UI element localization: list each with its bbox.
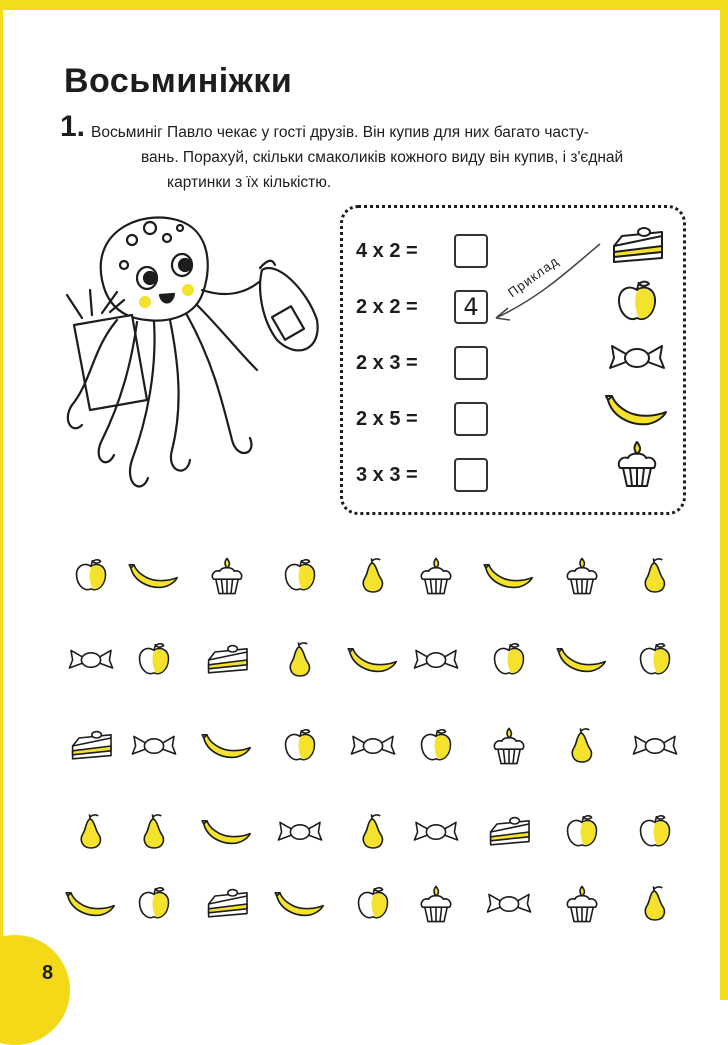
candy-icon xyxy=(408,804,464,860)
answer-box[interactable] xyxy=(454,402,488,436)
pear-icon xyxy=(272,632,328,688)
banana-icon xyxy=(481,548,537,604)
task-number: 1. xyxy=(60,110,86,143)
pear-icon xyxy=(345,548,401,604)
apple-icon xyxy=(272,718,328,774)
banana-icon xyxy=(199,804,255,860)
cupcake-icon xyxy=(481,718,537,774)
cupcake-icon xyxy=(199,548,255,604)
banana-icon xyxy=(554,632,610,688)
page-title: Восьминіжки xyxy=(64,62,293,100)
apple-icon xyxy=(408,718,464,774)
pear-icon xyxy=(627,548,683,604)
candy-icon xyxy=(602,334,672,382)
pear-icon xyxy=(126,804,182,860)
banana-icon xyxy=(602,386,672,434)
cupcake-icon xyxy=(408,876,464,932)
task-line-1: Восьминіг Павло чекає у гості друзів. Він купив для них багато часту- xyxy=(91,124,589,141)
equation-expression: 2 x 2 = xyxy=(356,295,418,318)
apple-icon xyxy=(272,548,328,604)
equation-row xyxy=(356,401,488,437)
candy-icon xyxy=(481,876,537,932)
candy-icon xyxy=(63,632,119,688)
banana-icon xyxy=(272,876,328,932)
apple-icon xyxy=(126,632,182,688)
right-yellow-band xyxy=(720,0,728,1000)
apple-icon xyxy=(345,876,401,932)
equation-expression: 2 x 5 = xyxy=(356,407,418,430)
octopus-illustration xyxy=(62,210,342,530)
candy-icon xyxy=(272,804,328,860)
top-yellow-band xyxy=(0,0,728,10)
pear-icon xyxy=(554,718,610,774)
cupcake-icon xyxy=(602,440,672,488)
pear-icon xyxy=(345,804,401,860)
apple-icon xyxy=(602,278,672,326)
page-number: 8 xyxy=(42,962,54,984)
answer-box[interactable] xyxy=(454,458,488,492)
candy-icon xyxy=(126,718,182,774)
task-instructions xyxy=(91,120,691,195)
pear-icon xyxy=(627,876,683,932)
apple-icon xyxy=(63,548,119,604)
apple-icon xyxy=(554,804,610,860)
left-yellow-band xyxy=(0,0,3,1000)
banana-icon xyxy=(345,632,401,688)
apple-icon xyxy=(126,876,182,932)
answer-box[interactable] xyxy=(454,234,488,268)
equation-expression: 3 x 3 = xyxy=(356,463,418,486)
cake-icon xyxy=(63,718,119,774)
example-label: Приклад xyxy=(505,253,562,301)
cake-icon xyxy=(199,632,255,688)
cake-icon xyxy=(602,222,672,270)
cupcake-icon xyxy=(554,876,610,932)
apple-icon xyxy=(627,632,683,688)
example-arrow xyxy=(488,236,608,326)
banana-icon xyxy=(63,876,119,932)
cupcake-icon xyxy=(554,548,610,604)
equation-row xyxy=(356,345,488,381)
candy-icon xyxy=(345,718,401,774)
answer-box[interactable] xyxy=(454,346,488,380)
page-number-circle xyxy=(0,935,70,1045)
cake-icon xyxy=(199,876,255,932)
cupcake-icon xyxy=(408,548,464,604)
answer-box-example[interactable]: 4 xyxy=(454,290,488,324)
equation-expression: 4 x 2 = xyxy=(356,239,418,262)
task-line-3: картинки з їх кількістю. xyxy=(167,174,332,191)
apple-icon xyxy=(481,632,537,688)
equation-row xyxy=(356,457,488,493)
pear-icon xyxy=(63,804,119,860)
candy-icon xyxy=(408,632,464,688)
banana-icon xyxy=(126,548,182,604)
equation-row xyxy=(356,289,488,325)
candy-icon xyxy=(627,718,683,774)
cake-icon xyxy=(481,804,537,860)
banana-icon xyxy=(199,718,255,774)
equation-expression: 2 x 3 = xyxy=(356,351,418,374)
apple-icon xyxy=(627,804,683,860)
equation-row xyxy=(356,233,488,269)
task-line-2: вань. Порахуй, скільки смаколиків кожного виду він купив, і з'єднай xyxy=(141,149,624,166)
